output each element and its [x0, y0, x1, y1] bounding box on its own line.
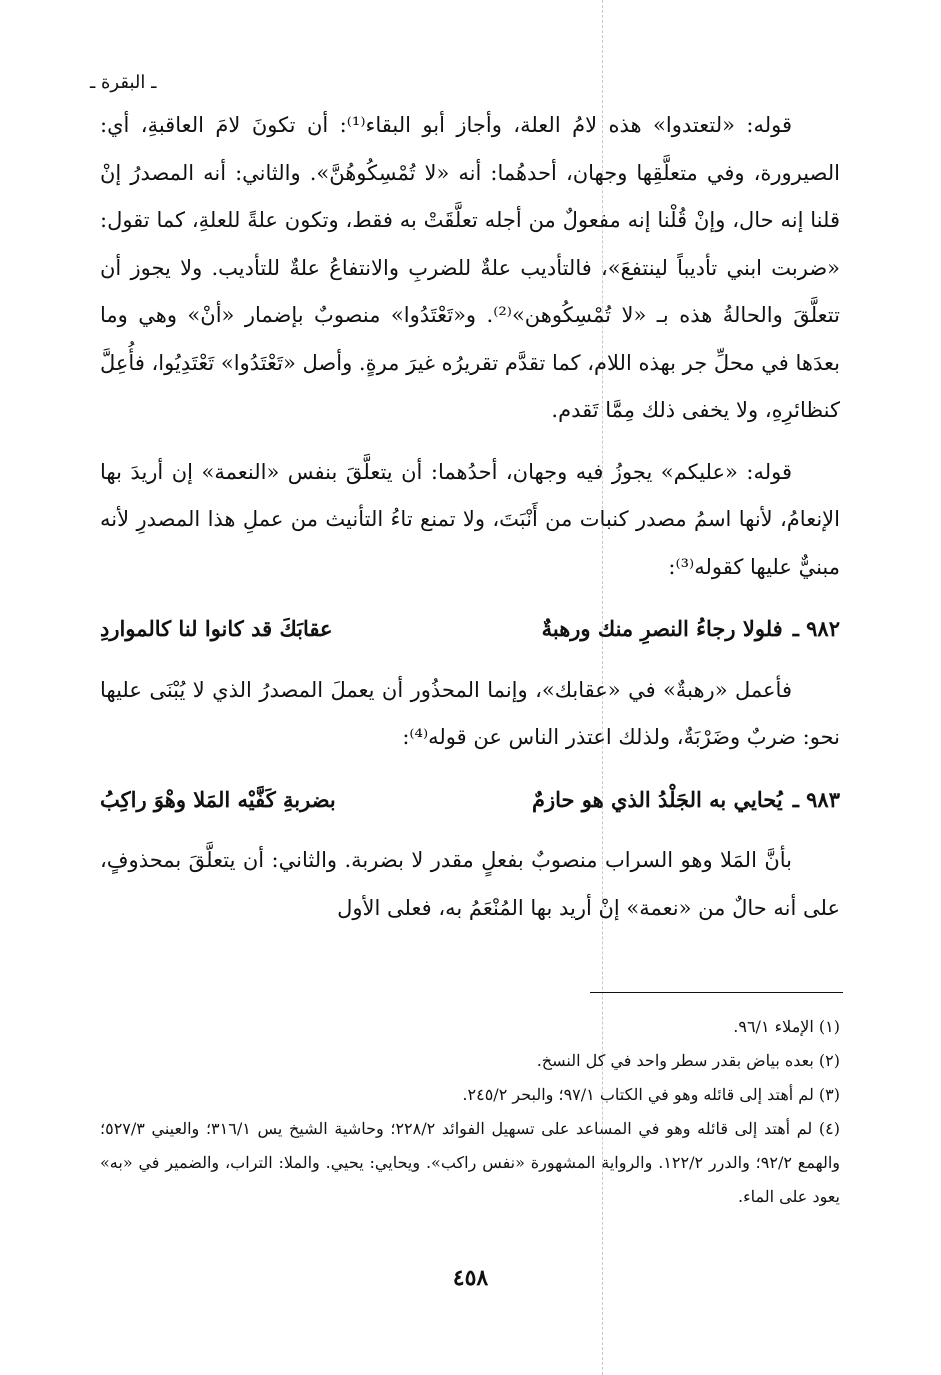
footnote-2: (٢) بعده بياض بقدر سطر واحد في كل النسخ.	[536, 1051, 840, 1070]
footnotes	[100, 1010, 840, 1214]
paragraph-3: فأعمل «رهبةٌ» في «عقابك»، وإنما المحذُور أن يعملَ المصدرُ الذي لا يُبْنَى عليها نحو: ضربٌ وضَرْبَةٌ، ولذلك اعتذر الناس عن قوله⁽⁴⁾:	[100, 677, 840, 749]
page-number: ٤٥٨	[452, 1265, 489, 1291]
paragraph-4: بأنَّ المَلا وهو السراب منصوبٌ بفعلٍ مقدر لا بضربة. والثاني: أن يتعلَّقَ بمحذوفٍ، على أنه حالٌ من «نعمة» إنْ أريد بها المُنْعَمُ به، فعلى الأول	[100, 848, 840, 920]
verse-number: ٩٨٢ ـ	[792, 616, 840, 641]
running-head: ـ البقرة ـ	[90, 72, 157, 93]
footnote-3: (٣) لم أهتد إلى قائله وهو في الكتاب ٩٧/١؛ والبحر ٢٤٥/٢.	[462, 1085, 840, 1104]
verse-hemistich-1: يُحايي به الجَلْدُ الذي هو حازمٌ	[531, 786, 783, 812]
paragraph-2: قوله: «عليكم» يجوزُ فيه وجهان، أحدُهما: أن يتعلَّقَ بنفس «النعمة» إن أريدَ بها الإنعامُ، لأنها اسمُ مصدر كنبات من أَنْبَتَ، ولا تمنع تاءُ التأنيث من عملِ هذا المصدرِ لأنه مبنيٌّ عليها كقوله⁽³⁾:	[100, 459, 840, 579]
paragraph-1: قوله: «لتعتدوا» هذه لامُ العلة، وأجاز أبو البقاء⁽¹⁾: أن تكونَ لامَ العاقبةِ، أي: الصيرورة، وفي متعلَّقِها وجهان، أحدهُما: أنه «لا تُمْسِكُوهُنَّ». والثاني: أنه المصدرُ إنْ قلنا إنه حال، وإنْ قُلْنا إنه مفعولٌ من أجله تعلَّقَتْ به فقط، وتكون علةً للعلةِ، كما تقول: «ضربت ابني تأديباً لينتفعَ»، فالتأديب علةٌ للضربِ والانتفاعُ علةٌ للتأديب. ولا يجوز أن تتعلَّقَ والحالةُ هذه بـ «لا تُمْسِكُوهن»⁽²⁾. و«تَعْتَدُوا» منصوبٌ بإضمار «أنْ» وهي وما بعدَها في محلِّ جر بهذه اللام، كما تقدَّم تقريرُه غيرَ مرةٍ. وأصل «تَعْتَدُوا» تَعْتَدِيُوا، فأُعِلَّ كنظائرِهِ، ولا يخفى ذلك مِمَّا تَقدم.	[99, 113, 840, 422]
verse-hemistich-2: بضربةِ كَفَّيْه المَلا وهْوَ راكِبُ	[100, 786, 336, 812]
verse-982	[100, 605, 840, 653]
footnote-separator	[590, 992, 843, 993]
verse-hemistich-1: فلولا رجاءُ النصرِ منك ورهبةٌ	[541, 616, 783, 641]
main-text	[100, 102, 840, 932]
footnote-1: (١) الإملاء ٩٦/١.	[733, 1017, 840, 1036]
footnote-4: (٤) لم أهتد إلى قائله وهو في المساعد على تسهيل الفوائد ٢٢٨/٢؛ وحاشية الشيخ يس ٣١٦/١؛ والعيني ٥٢٧/٣؛ والهمع ٩٢/٢؛ والدرر ١٢٢/٢. والرواية المشهورة «نفس راكب». ويحايي: يحيي. والملا: التراب، والضمير في «به» يعود على الماء.	[100, 1119, 841, 1206]
verse-hemistich-2: عقابَكَ قد كانوا لنا كالمواردِ	[100, 616, 333, 641]
verse-number: ٩٨٣ ـ	[792, 786, 840, 812]
verse-983	[100, 776, 840, 824]
